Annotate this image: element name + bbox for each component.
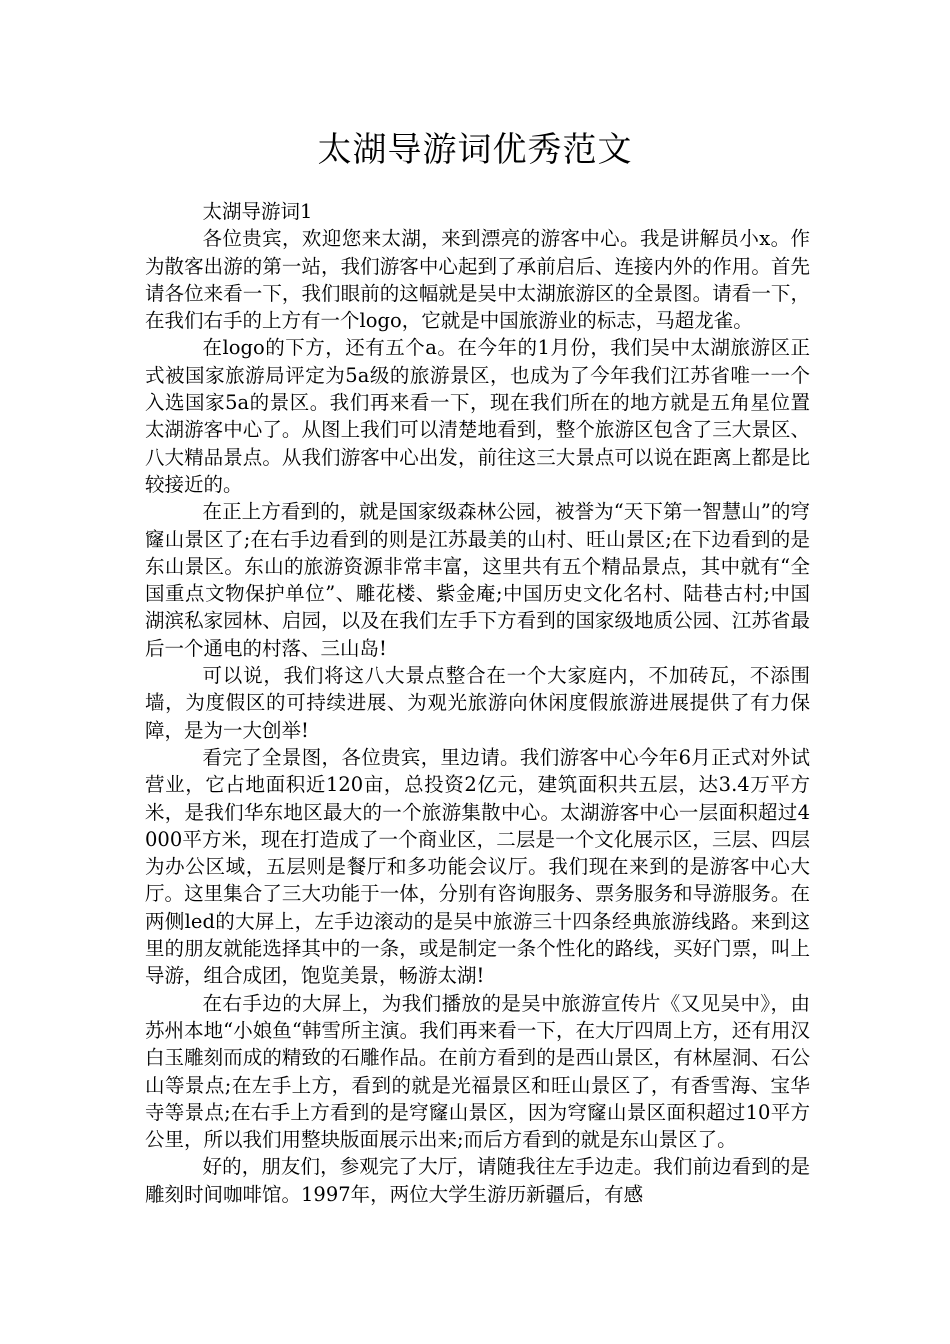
- section-heading: 太湖导游词1: [202, 200, 313, 223]
- paragraph: 可以说，我们将这八大景点整合在一个大家庭内，不加砖瓦，不添围墙，为度假区的可持续进展、为观光旅游向休闲度假旅游进展提供了有力保障，是为一大创举!: [145, 664, 810, 742]
- paragraph: 各位贵宾，欢迎您来太湖，来到漂亮的游客中心。我是讲解员小x。作为散客出游的第一站，我们游客中心起到了承前启后、连接内外的作用。首先请各位来看一下，我们眼前的这幅就是吴中太湖旅游区的全景图。请看一下，在我们右手的上方有一个logo，它就是中国旅游业的标志，马超龙雀。: [145, 227, 810, 333]
- paragraph: 在正上方看到的，就是国家级森林公园，被誉为“天下第一智慧山”的穹窿山景区了;在右手边看到的则是江苏最美的山村、旺山景区;在下边看到的是东山景区。东山的旅游资源非常丰富，这里共有五个精品景点，其中就有“全国重点文物保护单位”、雕花楼、紫金庵;中国历史文化名村、陆巷古村;中国湖滨私家园林、启园，以及在我们左手下方看到的国家级地质公园、江苏省最后一个通电的村落、三山岛!: [145, 500, 810, 660]
- document-title: 太湖导游词优秀范文: [317, 130, 633, 170]
- paragraph: 看完了全景图，各位贵宾，里边请。我们游客中心今年6月正式对外试营业，它占地面积近120亩，总投资2亿元，建筑面积共五层，达3.4万平方米，是我们华东地区最大的一个旅游集散中心。太湖游客中心一层面积超过4000平方米，现在打造成了一个商业区，二层是一个文化展示区，三层、四层为办公区域，五层则是餐厅和多功能会议厅。我们现在来到的是游客中心大厅。这里集合了三大功能于一体，分别有咨询服务、票务服务和导游服务。在两侧led的大屏上，左手边滚动的是吴中旅游三十四条经典旅游线路。来到这里的朋友就能选择其中的一条，或是制定一条个性化的路线，买好门票，叫上导游，组合成团，饱览美景，畅游太湖!: [145, 745, 810, 988]
- paragraph: 好的，朋友们，参观完了大厅，请随我往左手边走。我们前边看到的是雕刻时间咖啡馆。1997年，两位大学生游历新疆后，有感: [145, 1155, 810, 1206]
- paragraph: 在右手边的大屏上，为我们播放的是吴中旅游宣传片《又见吴中》，由苏州本地“小娘鱼“韩雪所主演。我们再来看一下，在大厅四周上方，还有用汉白玉雕刻而成的精致的石雕作品。在前方看到的是西山景区，有林屋洞、石公山等景点;在左手上方，看到的就是光福景区和旺山景区了，有香雪海、宝华寺等景点;在右手上方看到的是穹窿山景区，因为穹窿山景区面积超过10平方公里，所以我们用整块版面展示出来;而后方看到的就是东山景区了。: [145, 991, 810, 1152]
- paragraph: 在logo的下方，还有五个a。在今年的1月份，我们吴中太湖旅游区正式被国家旅游局评定为5a级的旅游景区，也成为了今年我们江苏省唯一一个入选国家5a的景区。我们再来看一下，现在我们所在的地方就是五角星位置太湖游客中心了。从图上我们可以清楚地看到，整个旅游区包含了三大景区、八大精品景点。从我们游客中心出发，前往这三大景点可以说在距离上都是比较接近的。: [145, 336, 810, 496]
- document-body: [145, 198, 810, 1208]
